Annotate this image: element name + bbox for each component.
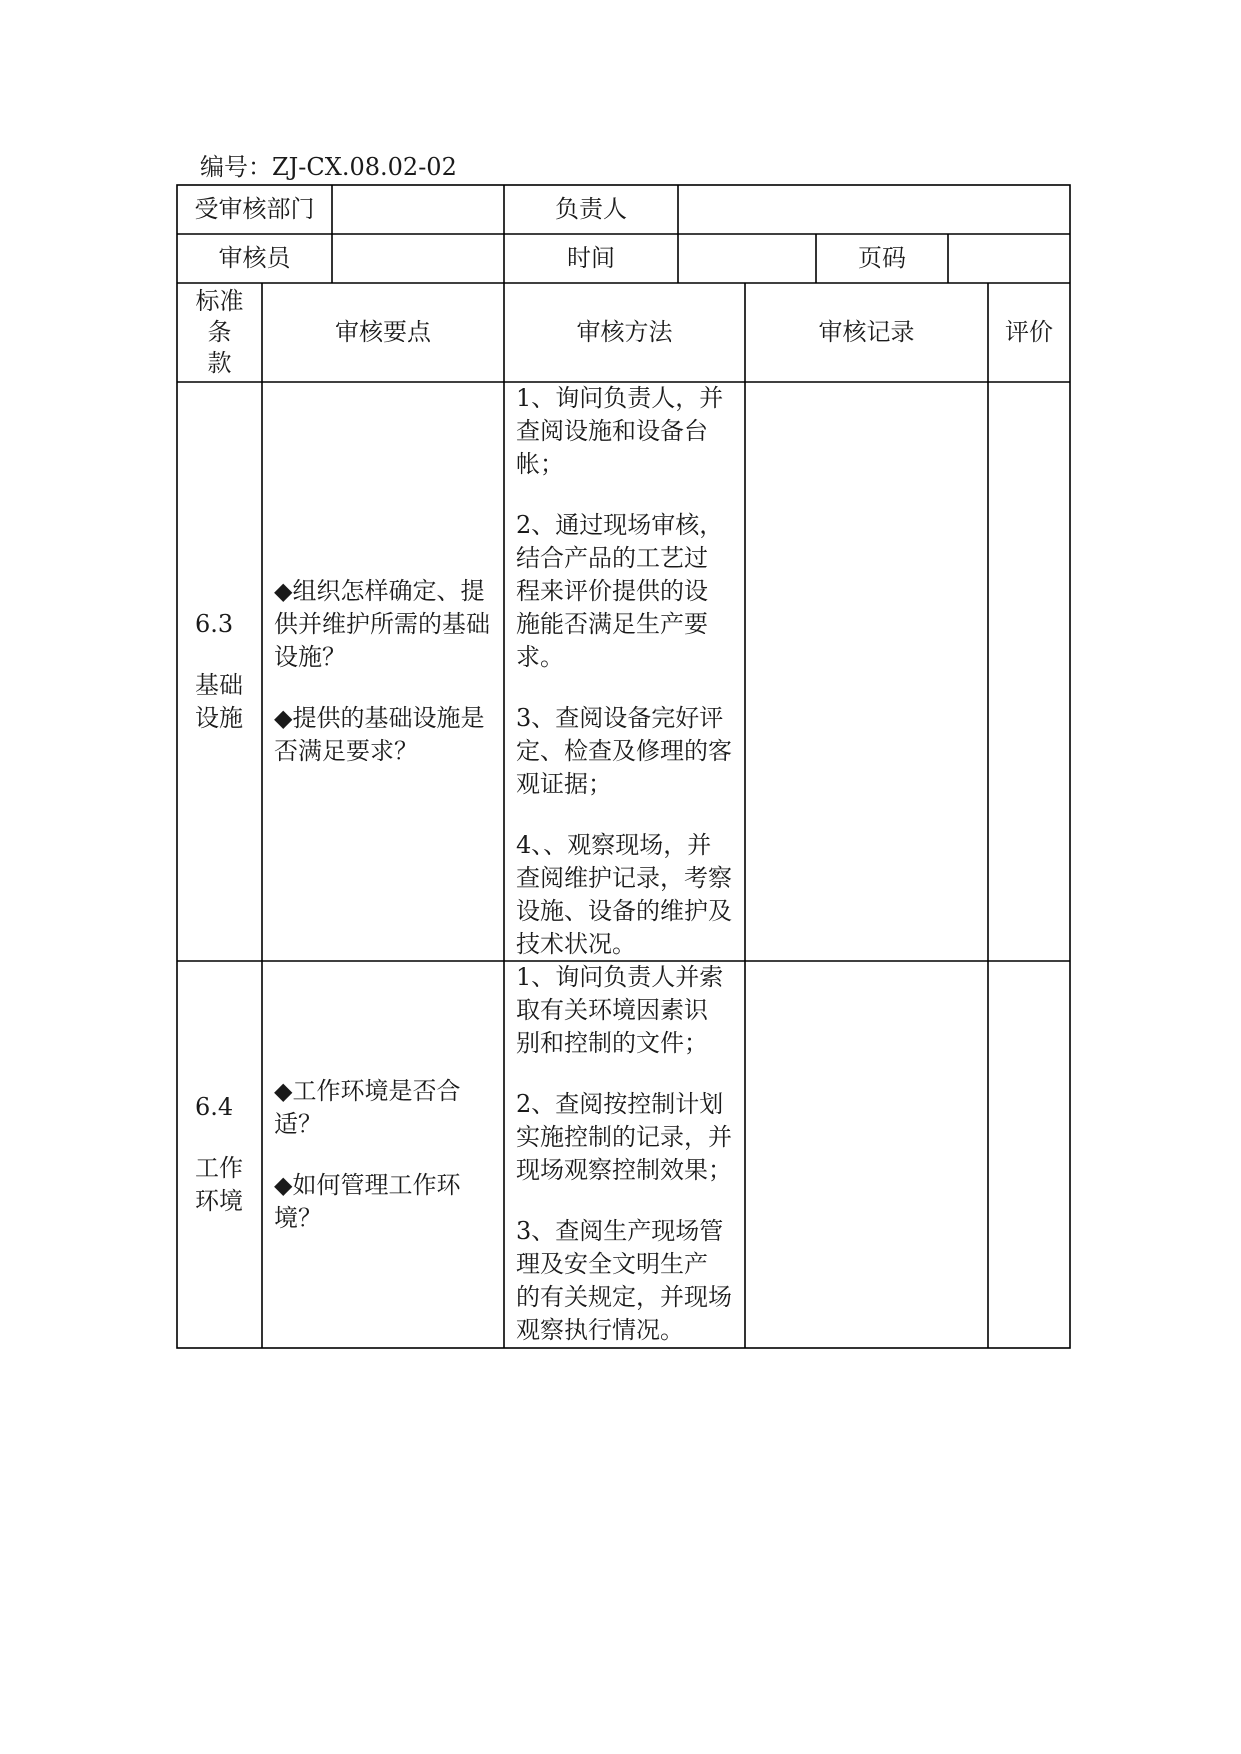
table-row-methods: [504, 961, 745, 1348]
table-row-points: [262, 382, 504, 961]
audit-point: ◆工作环境是否合适？: [274, 1076, 461, 1138]
audit-method: 2、查阅按控制计划 实施控制的记录，并 现场观察控制效果；: [516, 1090, 732, 1184]
auditor-label: 审核员: [218, 244, 291, 272]
document-number: 编号：ZJ-CX.08.02-02: [200, 153, 457, 181]
table-row-clause: [177, 382, 262, 961]
audit-method: 1、询问负责人，并 查阅设施和设备台 帐；: [516, 384, 724, 478]
audit-record-field[interactable]: [745, 961, 988, 1348]
col-header-clause: 标准 条 款: [195, 287, 244, 377]
evaluation-field[interactable]: [988, 382, 1070, 961]
page-label: 页码: [858, 244, 906, 272]
audit-method: 4、、观察现场，并 查阅维护记录，考察 设施、设备的维护及 技术状况。: [516, 831, 732, 958]
dept-label: 受审核部门: [194, 195, 315, 223]
audit-method: 3、查阅生产现场管 理及安全文明生产 的有关规定，并现场 观察执行情况。: [516, 1217, 732, 1344]
clause-name: 基础 设施: [195, 671, 243, 732]
col-header-method: 审核方法: [576, 318, 673, 346]
col-header-points: 审核要点: [335, 318, 431, 346]
audit-point: ◆组织怎样确定、提供并维护所需的基础设施？: [274, 577, 490, 671]
auditor-field[interactable]: [332, 234, 504, 283]
audit-method: 3、查阅设备完好评 定、检查及修理的客 观证据；: [516, 704, 732, 798]
table-row-methods: [504, 382, 745, 961]
dept-field[interactable]: [332, 185, 504, 234]
table-row-points: [262, 961, 504, 1348]
col-header-record: 审核记录: [818, 318, 915, 346]
responsible-field[interactable]: [678, 185, 1070, 234]
table-row-clause: [177, 961, 262, 1348]
col-header-evaluation: 评价: [1005, 318, 1053, 346]
audit-record-field[interactable]: [745, 382, 988, 961]
evaluation-field[interactable]: [988, 961, 1070, 1348]
time-label: 时间: [567, 244, 615, 272]
audit-point: ◆如何管理工作环境？: [274, 1170, 461, 1232]
audit-method: 1、询问负责人并索 取有关环境因素识 别和控制的文件；: [516, 963, 724, 1057]
clause-number: 6.3: [195, 610, 234, 638]
page-field[interactable]: [948, 234, 1070, 283]
time-field[interactable]: [678, 234, 816, 283]
clause-number: 6.4: [195, 1093, 234, 1121]
audit-point: ◆提供的基础设施是否满足要求？: [274, 704, 485, 765]
clause-name: 工作 环境: [195, 1154, 243, 1215]
audit-method: 2、通过现场审核， 结合产品的工艺过 程来评价提供的设 施能否满足生产要 求。: [516, 511, 724, 671]
responsible-label: 负责人: [555, 195, 627, 223]
